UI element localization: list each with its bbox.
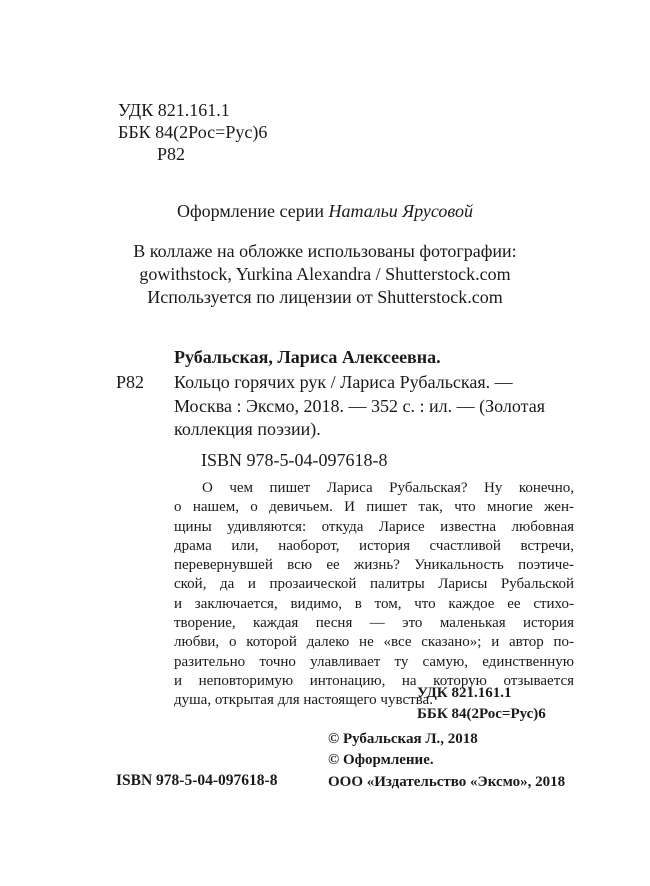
design-credit — [0, 200, 650, 222]
udk-code-bottom: УДК 821.161.1 — [417, 685, 512, 701]
annotation-line: щины удивляются: откуда Ларисе известна любовная — [174, 518, 574, 535]
author-heading: Рубальская, Лариса Алексеевна. — [174, 347, 441, 367]
bibliographic-description-line: Москва : Эксмо, 2018. — 352 с. : ил. — (Золотая — [174, 396, 546, 416]
copyright-design: © Оформление. — [328, 752, 434, 768]
annotation — [174, 479, 574, 711]
annotation-line: творение, каждая песня — это маленькая история — [174, 615, 574, 632]
annotation-line: душа, открытая для настоящего чувства. — [174, 692, 433, 709]
annotation-line: и неповторимую интонацию, на которую отзывается — [174, 672, 574, 689]
annotation-line: любви, о которой далеко не «все сказано»; и автор по- — [174, 634, 574, 651]
annotation-line: перевернувшей всю ее жизнь? Уникальность поэтиче- — [174, 557, 574, 574]
design-credit-prefix: Оформление серии — [177, 201, 324, 221]
bbk-code-bottom: ББК 84(2Рос=Рус)6 — [417, 706, 546, 722]
bbk-code: ББК 84(2Рос=Рус)6 — [118, 122, 268, 142]
copyright-publisher: ООО «Издательство «Эксмо», 2018 — [328, 774, 566, 790]
bibliographic-author-mark: Р82 — [116, 372, 145, 392]
photo-credit-line: gowithstock, Yurkina Alexandra / Shutterstock.com — [139, 264, 511, 284]
isbn-bottom: ISBN 978-5-04-097618-8 — [116, 772, 278, 789]
bibliographic-description-line: Кольцо горячих рук / Лариса Рубальская. — — [174, 372, 513, 392]
annotation-line: О чем пишет Лариса Рубальская? Ну конечно, — [202, 480, 574, 496]
annotation-line: о нашем, о девичьем. И пишет так, что многие жен- — [174, 499, 574, 516]
photo-credits — [0, 240, 650, 309]
author-mark: Р82 — [157, 144, 186, 164]
photo-credit-line: Используется по лицензии от Shutterstock.com — [147, 287, 503, 307]
bibliographic-description-line: коллекция поэзии). — [174, 419, 321, 439]
copyright-author: © Рубальская Л., 2018 — [328, 731, 478, 747]
annotation-line: ской, да и прозаической палитры Ларисы Рубальской — [174, 576, 574, 593]
photo-credit-line: В коллаже на обложке использованы фотографии: — [133, 241, 517, 261]
annotation-line: драма или, наоборот, история счастливой встречи, — [174, 537, 574, 554]
designer-name: Натальи Ярусовой — [328, 201, 473, 221]
udk-code: УДК 821.161.1 — [118, 100, 230, 120]
annotation-line: разительно точно улавливает ту самую, единственную — [174, 653, 574, 670]
annotation-line: и заключается, видимо, в том, что каждое ее стихо- — [174, 595, 574, 612]
isbn: ISBN 978-5-04-097618-8 — [201, 450, 388, 470]
